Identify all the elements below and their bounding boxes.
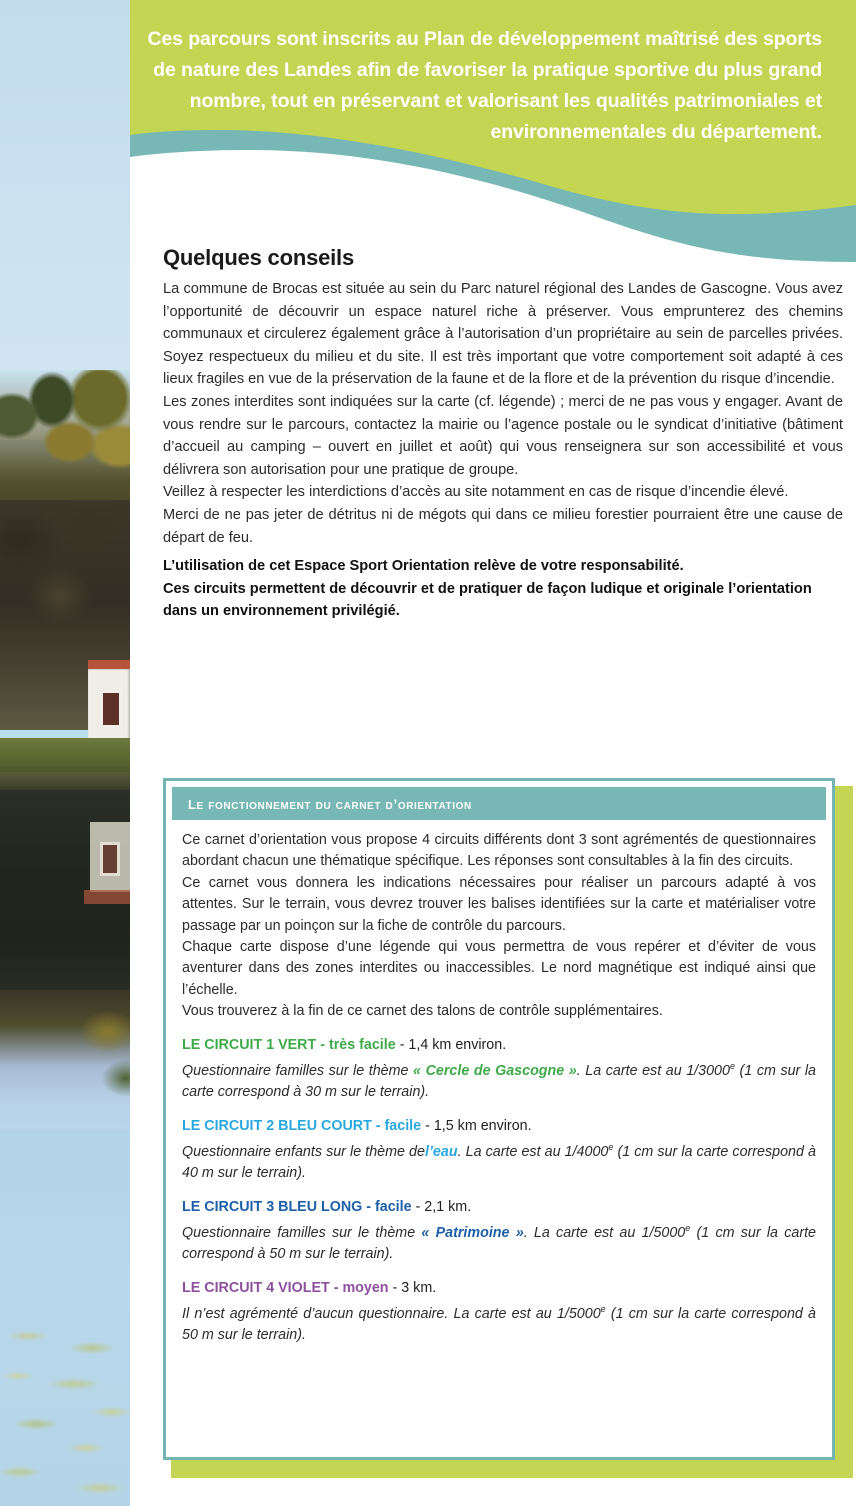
circuit-3-scale-sup: e (685, 1223, 691, 1234)
circuit-4-distance: - 3 km. (392, 1279, 437, 1296)
info-box (163, 778, 853, 1478)
circuit-entry-4 (182, 1278, 816, 1347)
circuit-2-scale-sup: e (608, 1142, 614, 1153)
advice-paragraph-3: Veillez à respecter les interdictions d’accès au site notamment en cas de risque d’incendie élevé. (163, 484, 789, 501)
circuit-3-desc-before: Questionnaire familles sur le thème (182, 1224, 422, 1241)
circuit-4-name: LE CIRCUIT 4 VIOLET - moyen (182, 1279, 389, 1296)
circuit-3-description (182, 1218, 816, 1266)
side-photo-strip (0, 0, 130, 1506)
circuit-4-description (182, 1299, 816, 1347)
info-box-body (166, 820, 832, 1347)
circuit-1-title (182, 1035, 816, 1056)
circuit-3-desc-tail: (1 cm sur la carte correspond à 50 m sur le terrain). (182, 1224, 817, 1263)
circuit-2-description (182, 1137, 816, 1185)
header-statement: Ces parcours sont inscrits au Plan de développement maîtrisé des sports de nature des Landes afin de favoriser la pratique sportive du plus grand nombre, tout en préservant et valorisant les qualités patrimoniales et environnementales du département. (147, 28, 822, 143)
circuit-2-distance: - 1,5 km environ. (425, 1117, 532, 1134)
circuit-2-name: LE CIRCUIT 2 BLEU COURT - facile (182, 1117, 422, 1134)
circuit-4-scale-sup: e (600, 1304, 606, 1315)
circuits-statement: Ces circuits permettent de découvrir et de pratiquer de façon ludique et originale l’orientation dans un environnement privilégié. (163, 580, 812, 620)
responsibility-statement: L’utilisation de cet Espace Sport Orientation relève de votre responsabilité. (163, 558, 684, 575)
circuit-2-desc-before: Questionnaire enfants sur le thème de (182, 1143, 425, 1160)
advice-paragraph-4: Merci de ne pas jeter de détritus ni de mégots qui dans ce milieu forestier pourraient être une cause de départ de feu. (163, 506, 843, 546)
photo-house-window (100, 690, 122, 728)
circuit-2-title (182, 1116, 816, 1137)
circuit-3-distance: - 2,1 km. (415, 1198, 472, 1215)
circuit-1-desc-after: . La carte est au 1/3000 (576, 1062, 730, 1079)
photo-roof-reflection (84, 890, 130, 904)
circuit-1-desc-tail: (1 cm sur la carte correspond à 30 m sur le terrain). (182, 1062, 816, 1101)
advice-paragraph-1: La commune de Brocas est située au sein du Parc naturel régional des Landes de Gascogne. Vous avez l’opportunité de découvrir un espace naturel riche à préserver. Vous emprunterez des chemins communaux et circulerez également grâce à l’autorisation d’un propriétaire au sein de parcelles privées. Soyez respectueux du milieu et du site. Il est très important que votre comportement soit adapté à ces lieux fragiles en vue de la préservation de la faune et de la flore et de la prévention du risque d’incendie. (163, 281, 843, 388)
advice-section (163, 245, 843, 623)
circuit-entry-1 (182, 1035, 816, 1104)
circuit-4-title (182, 1278, 816, 1299)
box-paragraph-4: Vous trouverez à la fin de ce carnet des talons de contrôle supplémentaires. (182, 1003, 663, 1020)
circuit-3-theme: « Patrimoine » (421, 1224, 524, 1241)
circuit-4-desc-tail: (1 cm sur la carte correspond à 50 m sur le terrain). (182, 1305, 817, 1344)
photo-window-reflection (100, 842, 120, 876)
box-paragraph-1: Ce carnet d’orientation vous propose 4 circuits différents dont 3 sont agrémentés de questionnaires abordant chacun une thématique spécifique. Les réponses sont consultables à la fin des circuits. (182, 832, 816, 870)
circuit-1-description (182, 1056, 816, 1104)
circuit-entry-3 (182, 1197, 816, 1266)
info-box-title: le fonctionnement du carnet d’orientation (188, 793, 472, 813)
circuit-3-title (182, 1197, 816, 1218)
circuit-1-desc-before: Questionnaire familles sur le thème (182, 1062, 414, 1079)
circuit-2-theme: l’eau (424, 1143, 458, 1160)
advice-paragraph-2: Les zones interdites sont indiquées sur la carte (cf. légende) ; merci de ne pas vous y engager. Avant de vous rendre sur le parcours, contactez la mairie ou l’agence postale ou le syndicat d’initiative (bâtiment d’accueil au camping – ouvert en juillet et août) qui vous renseignera sur son accessibilité et vous délivrera son autorisation pour une pratique de groupe. (163, 393, 843, 478)
page-body (130, 0, 856, 1506)
circuit-2-desc-tail: (1 cm sur la carte correspond à 40 m sur le terrain). (182, 1143, 816, 1182)
circuit-entry-2 (182, 1116, 816, 1185)
page-title: Quelques conseils (163, 245, 355, 270)
circuit-1-scale-sup: e (729, 1061, 735, 1072)
info-box-header (172, 787, 826, 820)
photo-lily-pads (0, 1320, 130, 1506)
box-paragraph-3: Chaque carte dispose d’une légende qui vous permettra de vous repérer et d’éviter de vous aventurer dans des zones interdites ou inaccessibles. Le nord magnétique est indiqué ainsi que l’échelle. (182, 939, 816, 998)
circuit-2-desc-after: . La carte est au 1/4000 (457, 1143, 609, 1160)
box-paragraph-2: Ce carnet vous donnera les indications nécessaires pour réaliser un parcours adapté à vos attentes. Sur le terrain, vous devrez trouver les balises identifiées sur la carte et matérialiser votre passage par un poinçon sur la fiche de contrôle du parcours. (182, 874, 816, 934)
circuit-1-theme: « Cercle de Gascogne » (413, 1062, 577, 1079)
info-box-content (163, 778, 835, 1460)
circuit-4-desc-before: Il n’est agrémenté d’aucun questionnaire. La carte est au 1/5000 (182, 1305, 601, 1322)
circuit-3-name: LE CIRCUIT 3 BLEU LONG - facile (182, 1198, 412, 1215)
circuit-1-name: LE CIRCUIT 1 VERT - très facile (182, 1036, 396, 1053)
circuit-3-desc-after: . La carte est au 1/5000 (523, 1224, 686, 1241)
circuit-1-distance: - 1,4 km environ. (399, 1036, 507, 1053)
photo-tree-reflection (0, 990, 130, 1150)
